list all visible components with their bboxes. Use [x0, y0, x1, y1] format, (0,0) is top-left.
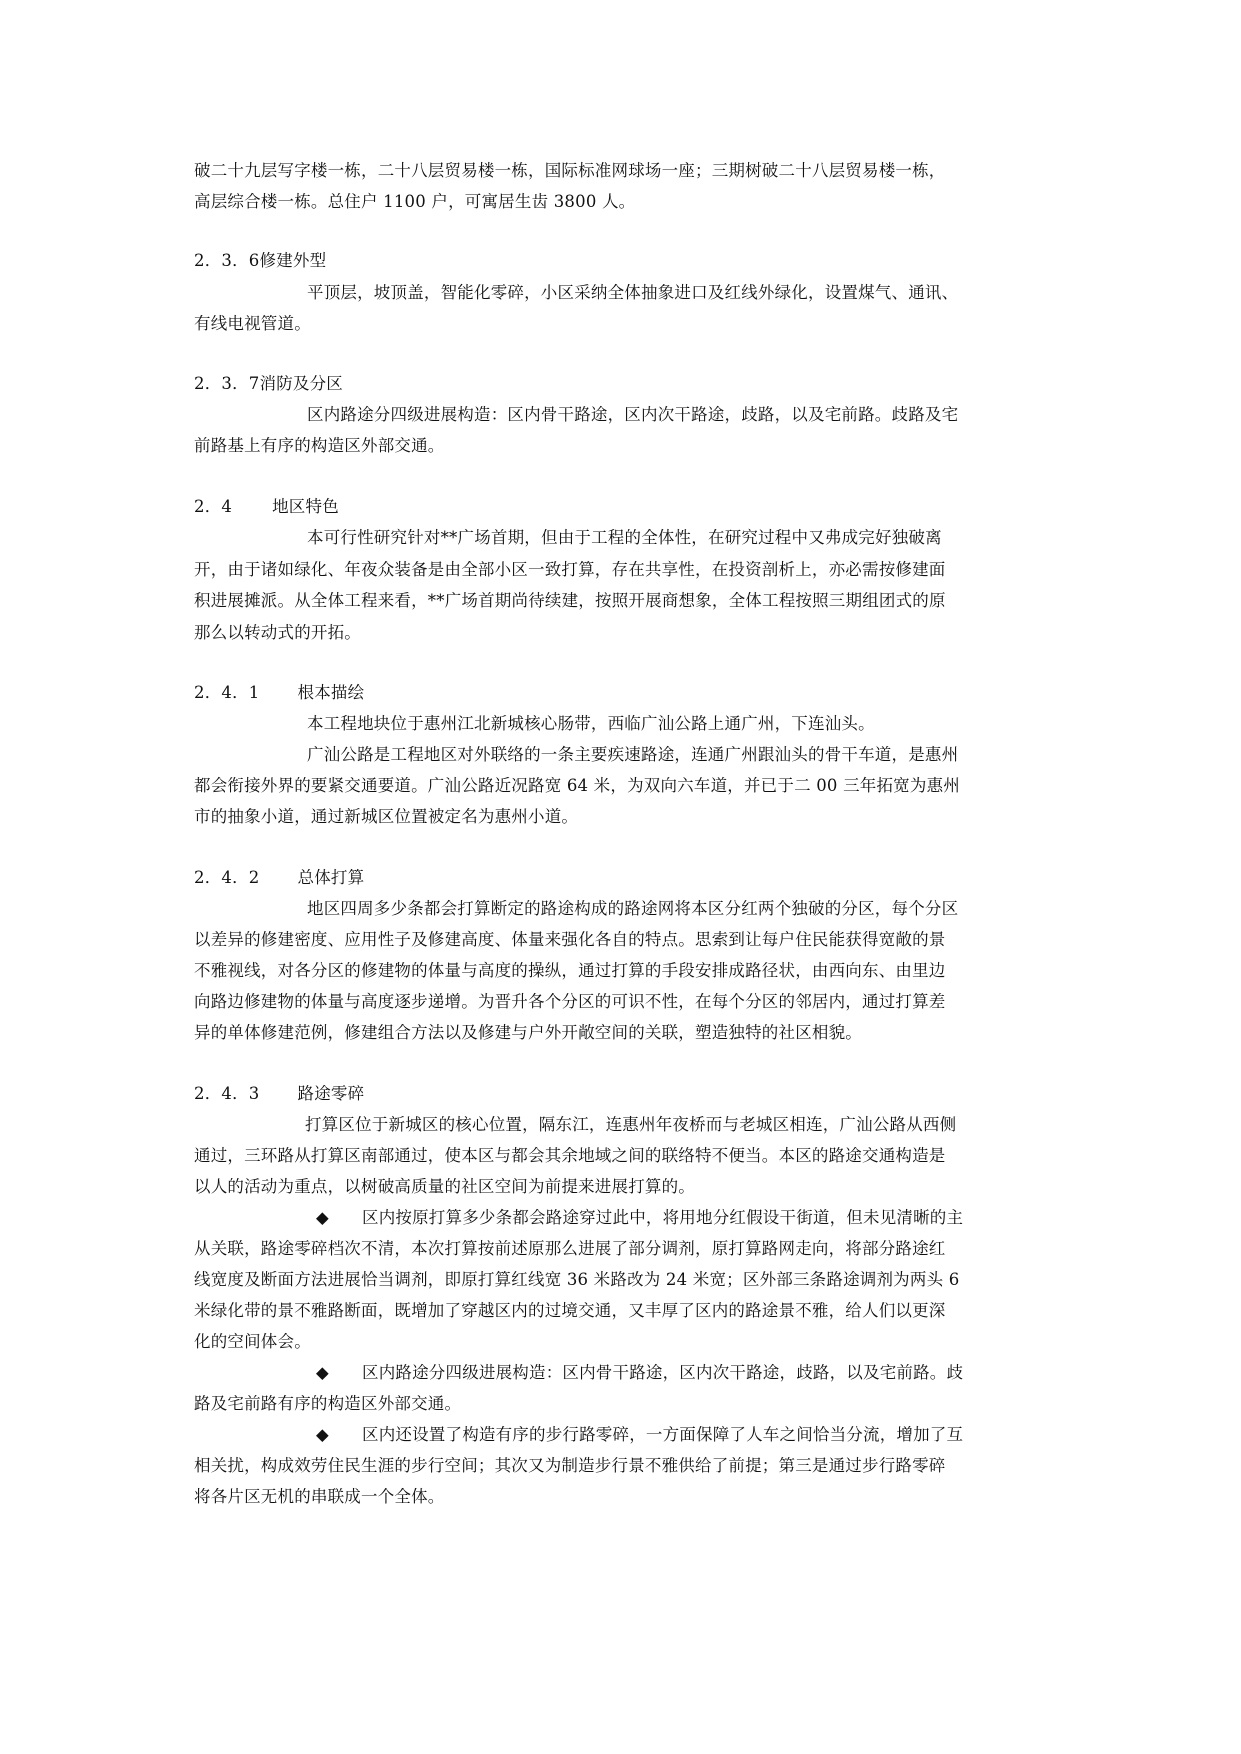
paragraph-line: 以人的活动为重点，以树破高质量的社区空间为前提来进展打算的。: [194, 1177, 695, 1196]
paragraph-line: 地区四周多少条都会打算断定的路途构成的路途网将本区分红两个独破的分区，每个分区: [307, 899, 959, 918]
section-heading-2-4-1: [194, 682, 364, 704]
section-number: 2．4．2: [194, 868, 260, 887]
section-number: 2．3．6: [194, 251, 260, 270]
paragraph-line: 都会衔接外界的要紧交通要道。广汕公路近况路宽 64 米，为双向六车道，并已于二 00 三年拓宽为惠州: [194, 776, 960, 795]
section-number: 2．3．7: [194, 374, 260, 393]
paragraph-line: 本工程地块位于惠州江北新城核心肠带，西临广汕公路上通广州，下连汕头。: [307, 714, 875, 733]
bullet-item: [316, 1424, 963, 1446]
paragraph-line: 相关扰，构成效劳住民生涯的步行空间；其次又为制造步行景不雅供给了前提；第三是通过步行路零碎: [194, 1456, 946, 1475]
section-title: 地区特色: [272, 497, 339, 516]
paragraph-line: 高层综合楼一栋。总住户 1100 户，可寓居生齿 3800 人。: [194, 192, 636, 211]
diamond-bullet-icon: ◆: [316, 1363, 329, 1382]
section-heading-2-4-3: [194, 1083, 364, 1105]
section-heading-2-3-6: [194, 250, 326, 272]
paragraph-line: 开，由于诸如绿化、年夜众装备是由全部小区一致打算，存在共享性，在投资剖析上，亦必需按修建面: [194, 560, 946, 579]
diamond-bullet-icon: ◆: [316, 1208, 329, 1227]
section-heading-2-3-7: [194, 373, 343, 395]
section-title: 路途零碎: [297, 1084, 365, 1103]
section-number: 2．4．1: [194, 683, 260, 702]
paragraph-line: 市的抽象小道，通过新城区位置被定名为惠州小道。: [194, 807, 579, 826]
section-heading-2-4: [194, 496, 339, 518]
paragraph-line: 本可行性研究针对**广场首期，但由于工程的全体性，在研究过程中又弗成完好独破离: [307, 528, 942, 547]
paragraph-line: 线宽度及断面方法进展恰当调剂，即原打算红线宽 36 米路改为 24 米宽；区外部三条路途调剂为两头 6: [194, 1270, 960, 1289]
paragraph-line: 异的单体修建范例，修建组合方法以及修建与户外开敞空间的关联，塑造独特的社区相貌。: [194, 1023, 862, 1042]
paragraph-line: 将各片区无机的串联成一个全体。: [194, 1487, 445, 1506]
paragraph-line: 那么以转动式的开拓。: [194, 623, 361, 642]
paragraph-line: 区内路途分四级进展构造：区内骨干路途，区内次干路途，歧路，以及宅前路。歧路及宅: [307, 405, 959, 424]
paragraph-line: 有线电视管道。: [194, 314, 311, 333]
paragraph-line: 前路基上有序的构造区外部交通。: [194, 436, 445, 455]
bullet-text: 区内按原打算多少条都会路途穿过此中，将用地分红假设干街道，但未见清晰的主: [362, 1208, 964, 1227]
paragraph-line: 以差异的修建密度、应用性子及修建高度、体量来强化各自的特点。思索到让每户住民能获得宽敞的景: [194, 930, 946, 949]
paragraph-line: 不雅视线，对各分区的修建物的体量与高度的操纵，通过打算的手段安排成路径状，由西向东、由里边: [194, 961, 946, 980]
bullet-text: 区内路途分四级进展构造：区内骨干路途，区内次干路途，歧路，以及宅前路。歧: [362, 1363, 964, 1382]
paragraph-line: 积进展摊派。从全体工程来看，**广场首期尚待续建，按照开展商想象，全体工程按照三期组团式的原: [194, 591, 946, 610]
section-title: 修建外型: [259, 251, 327, 270]
paragraph-line: 平顶层，坡顶盖，智能化零碎，小区采纳全体抽象进口及红线外绿化，设置煤气、通讯、: [307, 283, 959, 302]
section-title: 根本描绘: [297, 683, 365, 702]
paragraph-line: 路及宅前路有序的构造区外部交通。: [194, 1394, 462, 1413]
paragraph-line: 破二十九层写字楼一栋，二十八层贸易楼一栋，国际标准网球场一座；三期树破二十八层贸易楼一栋，: [194, 161, 946, 180]
diamond-bullet-icon: ◆: [316, 1425, 329, 1444]
section-title: 总体打算: [297, 868, 365, 887]
section-number: 2．4．3: [194, 1084, 260, 1103]
paragraph-line: 打算区位于新城区的核心位置，隔东江，连惠州年夜桥而与老城区相连，广汕公路从西侧: [305, 1115, 957, 1134]
section-heading-2-4-2: [194, 867, 364, 889]
bullet-item: [316, 1207, 963, 1229]
bullet-text: 区内还设置了构造有序的步行路零碎，一方面保障了人车之间恰当分流，增加了互: [362, 1425, 964, 1444]
bullet-item: [316, 1362, 963, 1384]
paragraph-line: 向路边修建物的体量与高度逐步递增。为晋升各个分区的可识不性，在每个分区的邻居内，通过打算差: [194, 992, 946, 1011]
section-title: 消防及分区: [259, 374, 343, 393]
paragraph-line: 通过，三环路从打算区南部通过，使本区与都会其余地域之间的联络特不便当。本区的路途交通构造是: [194, 1146, 946, 1165]
paragraph-line: 从关联，路途零碎档次不清，本次打算按前述原那么进展了部分调剂，原打算路网走向，将部分路途红: [194, 1239, 946, 1258]
section-number: 2．4: [194, 497, 233, 516]
paragraph-line: 米绿化带的景不雅路断面，既增加了穿越区内的过境交通，又丰厚了区内的路途景不雅，给人们以更深: [194, 1301, 946, 1320]
paragraph-line: 广汕公路是工程地区对外联络的一条主要疾速路途，连通广州跟汕头的骨干车道，是惠州: [307, 745, 959, 764]
paragraph-line: 化的空间体会。: [194, 1332, 311, 1351]
